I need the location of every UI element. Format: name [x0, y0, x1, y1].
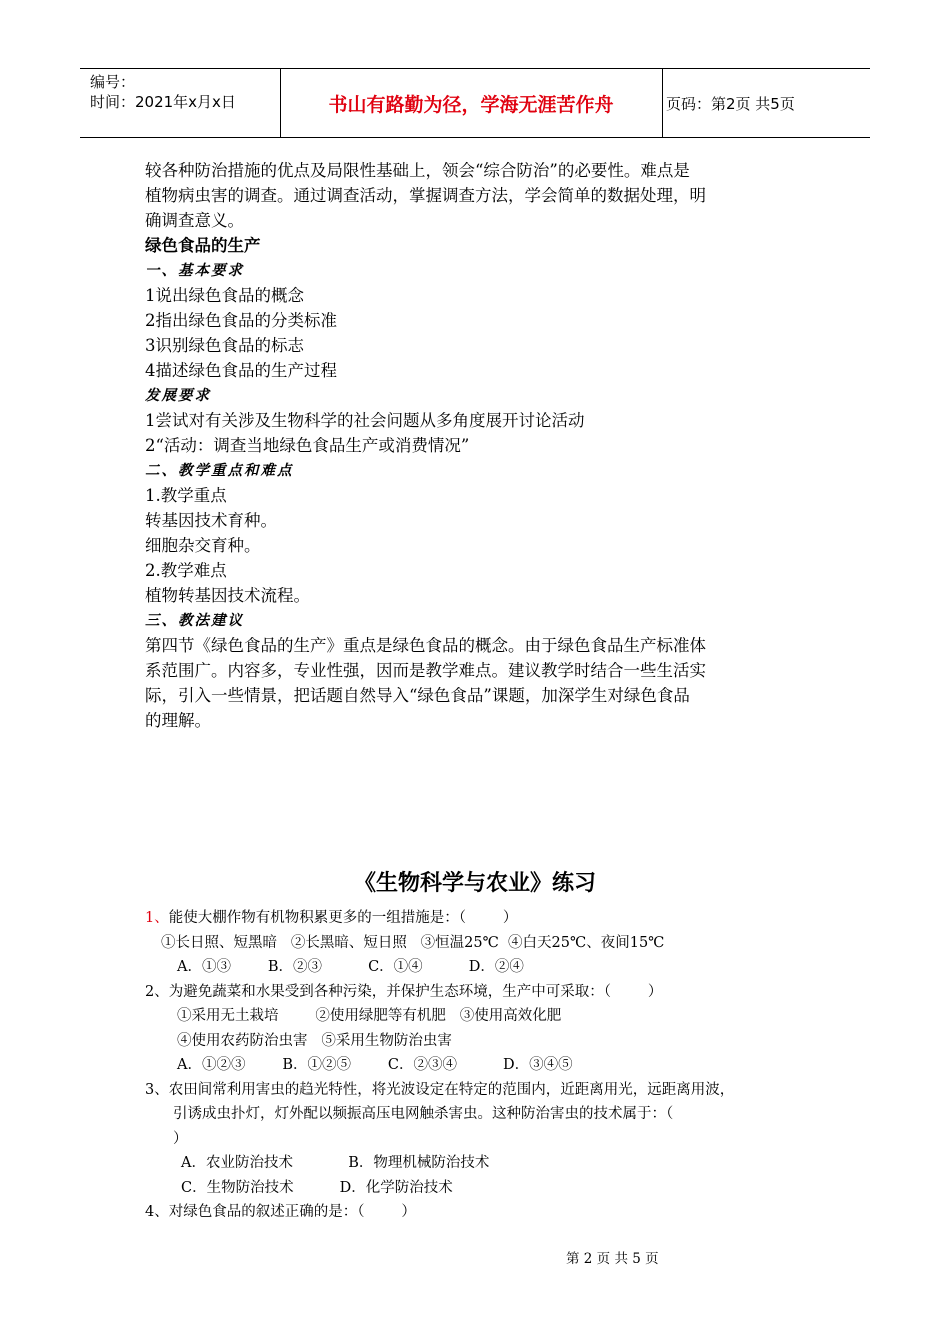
question-1: [145, 906, 825, 931]
header-divider: [280, 69, 281, 137]
advice-line: 的理解。: [145, 711, 211, 730]
number-label: 编号：: [90, 73, 136, 91]
question-options: ④使用农药防治虫害 ⑤采用生物防治虫害: [177, 1032, 452, 1049]
list-item: 1.教学重点: [145, 486, 227, 505]
question-3: 3、农田间常利用害虫的趋光特性，将光波设定在特定的范围内，近距离用光，远距离用波，: [145, 1081, 735, 1098]
page-header: [80, 68, 870, 138]
question-text: 能使大棚作物有机物积累更多的一组措施是：（ ）: [168, 910, 518, 926]
question-options: ①采用无土栽培 ②使用绿肥等有机肥 ③使用高效化肥: [177, 1008, 562, 1024]
intro-line: 确调查意义。: [145, 211, 244, 230]
question-number: 1、: [145, 910, 169, 926]
header-divider: [662, 69, 663, 137]
list-item: 2指出绿色食品的分类标准: [145, 311, 337, 330]
question-choices: A．农业防治技术 B．物理机械防治技术: [181, 1155, 490, 1171]
list-item: 4描述绿色食品的生产过程: [145, 361, 337, 380]
intro-line: 植物病虫害的调查。通过调查活动，掌握调查方法，学会简单的数据处理，明: [145, 186, 706, 205]
intro-line: 较各种防治措施的优点及局限性基础上，领会“综合防治”的必要性。难点是: [145, 161, 690, 180]
question-choices: A．①②③ B．①②⑤ C．②③④ D．③④⑤: [177, 1057, 573, 1073]
exercise-list: [145, 906, 825, 1225]
list-item: 1说出绿色食品的概念: [145, 286, 304, 305]
list-item: 3识别绿色食品的标志: [145, 336, 304, 355]
subheading-advice: 三、教法建议: [145, 612, 244, 629]
advice-line: 第四节《绿色食品的生产》重点是绿色食品的概念。由于绿色食品生产标准体: [145, 636, 706, 655]
header-meta: [80, 69, 280, 137]
list-item: 2“活动：调查当地绿色食品生产或消费情况”: [145, 436, 470, 455]
header-motto: 书山有路勤为径，学海无涯苦作舟: [328, 93, 614, 116]
question-4: 4、对绿色食品的叙述正确的是：（ ）: [145, 1204, 416, 1220]
question-2: 2、为避免蔬菜和水果受到各种污染，并保护生态环境，生产中可采取：（ ）: [145, 983, 663, 1000]
list-item: 植物转基因技术流程。: [145, 586, 310, 605]
exercise-title: 《生物科学与农业》练习: [353, 871, 596, 896]
section-title: 绿色食品的生产: [145, 236, 261, 255]
subheading-key-points: 二、教学重点和难点: [145, 462, 294, 479]
question-options: ①长日照、短黑暗 ②长黑暗、短日照 ③恒温25℃ ④白天25℃、夜间15℃: [161, 934, 665, 951]
advice-line: 系范围广。内容多，专业性强，因而是教学难点。建议教学时结合一些生活实: [145, 661, 706, 680]
question-choices: A．①③ B．②③ C．①④ D．②④: [177, 959, 524, 975]
document-body: [145, 158, 815, 733]
list-item: 1尝试对有关涉及生物科学的社会问题从多角度展开讨论活动: [145, 411, 585, 430]
question-3-continued: 引诱成虫扑灯，灯外配以频振高压电网触杀害虫。这种防治害虫的技术属于：（: [173, 1106, 674, 1122]
header-page-info: [664, 69, 864, 137]
page-info-text: 页码：第2页 共5页: [666, 94, 795, 113]
list-item: 转基因技术育种。: [145, 511, 277, 530]
footer-page-number: 第 2 页 共 5 页: [566, 1251, 659, 1267]
question-3-continued: ）: [173, 1130, 188, 1147]
subheading-development: 发展要求: [145, 387, 211, 404]
list-item: 2.教学难点: [145, 561, 227, 580]
question-choices: C．生物防治技术 D．化学防治技术: [181, 1179, 453, 1196]
advice-line: 际，引入一些情景，把话题自然导入“绿色食品”课题，加深学生对绿色食品: [145, 686, 690, 705]
subheading-basic: 一、基本要求: [145, 262, 244, 279]
time-label: 时间：2021年x月x日: [90, 93, 236, 111]
list-item: 细胞杂交育种。: [145, 536, 261, 555]
